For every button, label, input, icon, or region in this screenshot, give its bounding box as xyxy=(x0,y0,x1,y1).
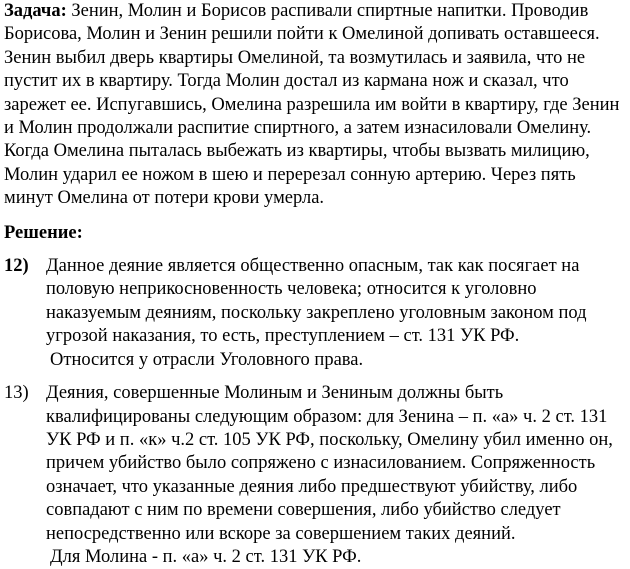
solution-item-13 xyxy=(4,382,624,569)
solution-heading: Решение: xyxy=(4,222,83,243)
item-subtext: Для Молина - п. «а» ч. 2 ст. 131 УК РФ. xyxy=(50,546,362,567)
item-text: Данное деяние является общественно опасным, так как посягает на половую неприкосновенность человека; относится к уголовно наказуемым деяниям, поскольку закреплено уголовным законом под угрозой наказания, то есть, преступлением – ст. 131 УК РФ. xyxy=(46,256,587,347)
item-number: 13) xyxy=(4,383,29,404)
task-paragraph xyxy=(4,0,624,211)
task-label: Задача: xyxy=(4,1,67,21)
solution-item-12 xyxy=(4,255,624,372)
item-number: 12) xyxy=(4,256,29,277)
task-text: Зенин, Молин и Борисов распивали спиртные напитки. Проводив Борисова, Молин и Зенин решили пойти к Омелиной допивать оставшееся. Зенин выбил дверь квартиры Омелиной, та возмутилась и заявила, что не пустит их в квартиру. Тогда Молин достал из кармана нож и сказал, что зарежет ее. Испугавшись, Омелина разрешила им войти в квартиру, где Зенин и Молин продолжали распитие спиртного, а затем изнасиловали Омелину. Когда Омелина пыталась выбежать из квартиры, чтобы вызвать милицию, Молин ударил ее ножом в шею и перерезал сонную артерию. Через пять минут Омелина от потери крови умерла. xyxy=(4,1,620,209)
item-subtext: Относится у отрасли Уголовного права. xyxy=(50,349,364,370)
item-text: Деяния, совершенные Молиным и Зениным должны быть квалифицированы следующим образом: для Зенина – п. «а» ч. 2 ст. 131 УК РФ и п. «к» ч.2 ст. 105 УК РФ, поскольку, Омелину убил именно он, причем убийство было сопряжено с изнасилованием. Сопряженность означает, что указанные деяния либо предшествуют убийству, либо совпадают с ним по времени совершения, либо убийство следует непосредственно или вскоре за совершением таких деяний. xyxy=(46,383,613,544)
